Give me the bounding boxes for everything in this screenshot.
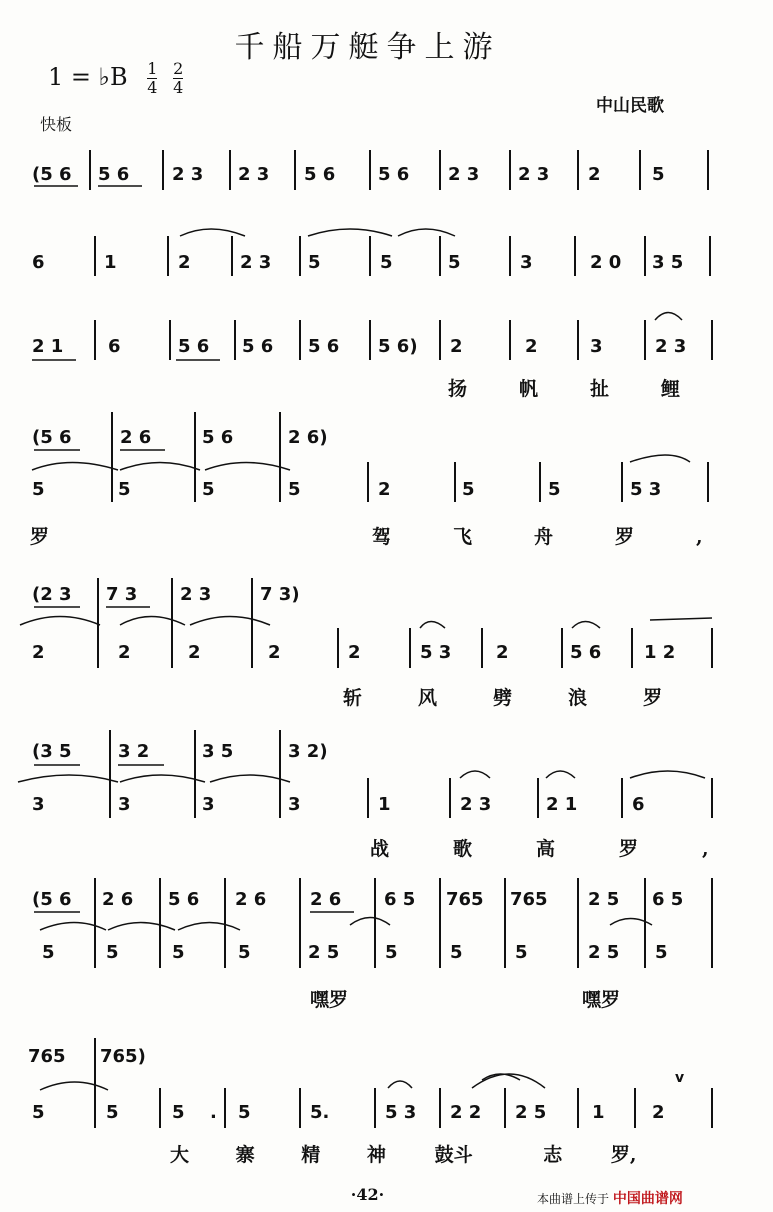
- note: 2 6: [120, 427, 152, 448]
- note: 3 5: [202, 741, 234, 762]
- lyrics-line-4a: 罗: [30, 526, 50, 548]
- note: 5: [450, 942, 463, 963]
- lyrics-line-6: 战歌高罗,: [370, 838, 773, 860]
- note: 5 6: [242, 336, 274, 357]
- footer-credit[interactable]: [537, 1188, 683, 1208]
- system-3: [32, 336, 686, 357]
- note: 5 3: [420, 642, 452, 663]
- key-signature: 1 = ♭B $\frac{1}{4}$ $\frac{2}{4}$: [48, 59, 184, 97]
- note: 3: [520, 252, 533, 273]
- site-logo[interactable]: 中国曲谱网: [612, 1191, 683, 1207]
- note: 5: [106, 1102, 119, 1123]
- note: 5: [288, 479, 301, 500]
- note: 2: [348, 642, 361, 663]
- note: 765: [28, 1046, 66, 1067]
- note: 5: [380, 252, 393, 273]
- note: 2: [32, 642, 45, 663]
- note: 2 2: [450, 1102, 482, 1123]
- note: 2 1: [32, 336, 64, 357]
- note: (3 5: [32, 741, 72, 762]
- note: 1 2: [644, 642, 676, 663]
- note: 5: [118, 479, 131, 500]
- note: 5: [548, 479, 561, 500]
- note: 3 2): [288, 741, 328, 762]
- note: 5 6: [202, 427, 234, 448]
- page-title: 千船万艇争上游: [234, 30, 501, 65]
- lyrics-line-8: 大 寨 精 神 鼓斗 志 罗,: [170, 1144, 637, 1166]
- note: 2: [525, 336, 538, 357]
- lyrics-line-5: 斩风劈浪罗: [343, 687, 719, 709]
- note: 2 3: [655, 336, 687, 357]
- system-2: [32, 252, 683, 273]
- breath-mark: v: [675, 1070, 685, 1086]
- note: (2 3: [32, 584, 72, 605]
- note: 2 1: [546, 794, 578, 815]
- note: 2 6: [310, 889, 342, 910]
- note: 2 0: [590, 252, 622, 273]
- note: 5: [42, 942, 55, 963]
- note: 3: [288, 794, 301, 815]
- lyrics-line-7a: 嘿罗: [310, 989, 349, 1011]
- footer-prefix: 本曲谱上传于: [537, 1192, 610, 1206]
- note: 6: [108, 336, 121, 357]
- note: 2 3: [518, 164, 550, 185]
- note: 5: [106, 942, 119, 963]
- note: 5: [652, 164, 665, 185]
- note: 2 6: [102, 889, 134, 910]
- note: 5 6: [168, 889, 200, 910]
- note: 2: [496, 642, 509, 663]
- note: .: [210, 1102, 217, 1123]
- note: 5: [32, 1102, 45, 1123]
- note: 5: [448, 252, 461, 273]
- note: 6 5: [384, 889, 416, 910]
- note: 5 6: [98, 164, 130, 185]
- note: 2 6: [235, 889, 267, 910]
- note: 1: [592, 1102, 605, 1123]
- note: 5: [32, 479, 45, 500]
- lyrics-line-3: 扬帆扯鲤: [448, 378, 733, 400]
- note: 2: [118, 642, 131, 663]
- note: (5 6: [32, 164, 72, 185]
- note: 765: [510, 889, 548, 910]
- note: 2 5: [588, 889, 620, 910]
- system-6: [32, 741, 645, 815]
- note: 5 6: [378, 164, 410, 185]
- system-8: [28, 1046, 665, 1123]
- note: 2 3: [240, 252, 272, 273]
- note: 5 6: [308, 336, 340, 357]
- note: 5 6: [304, 164, 336, 185]
- note: 7 3): [260, 584, 300, 605]
- note: 3: [118, 794, 131, 815]
- note: 5 6: [178, 336, 210, 357]
- note: 5: [172, 1102, 185, 1123]
- lyrics-line-4b: 驾飞舟罗,: [372, 526, 765, 548]
- note: 2 5: [308, 942, 340, 963]
- note: (5 6: [32, 889, 72, 910]
- note: 5: [655, 942, 668, 963]
- note: 2: [652, 1102, 665, 1123]
- note: 2 3: [238, 164, 270, 185]
- note: 5: [202, 479, 215, 500]
- note: 2: [178, 252, 191, 273]
- note: 5 3: [630, 479, 662, 500]
- note: 2 3: [180, 584, 212, 605]
- note: 2 3: [448, 164, 480, 185]
- note: 2 3: [172, 164, 204, 185]
- note: 2 5: [588, 942, 620, 963]
- note: 2 3: [460, 794, 492, 815]
- note: 3: [202, 794, 215, 815]
- note: 5 6: [570, 642, 602, 663]
- note: 6 5: [652, 889, 684, 910]
- note: 1: [378, 794, 391, 815]
- note: 2: [588, 164, 601, 185]
- time-signature-1-4: $\frac{1}{4}$: [147, 59, 158, 97]
- tempo-marking: 快板: [40, 115, 73, 134]
- note: 5 3: [385, 1102, 417, 1123]
- note: 765: [446, 889, 484, 910]
- page-number: ·42·: [350, 1185, 385, 1204]
- note: 3: [32, 794, 45, 815]
- note: 3 2: [118, 741, 150, 762]
- note: 3 5: [652, 252, 684, 273]
- note: 5.: [310, 1102, 330, 1123]
- note: 3: [590, 336, 603, 357]
- system-4: [32, 427, 661, 500]
- note: 2: [450, 336, 463, 357]
- note: 5: [172, 942, 185, 963]
- note: 5: [515, 942, 528, 963]
- note: 7 3: [106, 584, 138, 605]
- note: 5: [238, 1102, 251, 1123]
- attribution: 中山民歌: [596, 96, 664, 116]
- note: 765): [100, 1046, 146, 1067]
- note: 5: [238, 942, 251, 963]
- note: 5: [308, 252, 321, 273]
- note: 2: [378, 479, 391, 500]
- note: 6: [632, 794, 645, 815]
- system-1: [32, 164, 665, 185]
- note: 2 6): [288, 427, 328, 448]
- note: 2 5: [515, 1102, 547, 1123]
- note: 5: [462, 479, 475, 500]
- note: 5: [385, 942, 398, 963]
- system-7: [32, 889, 683, 963]
- note: 2: [188, 642, 201, 663]
- note: (5 6: [32, 427, 72, 448]
- note: 1: [104, 252, 117, 273]
- time-signature-2-4: $\frac{2}{4}$: [173, 59, 184, 97]
- note: 5 6): [378, 336, 418, 357]
- note: 2: [268, 642, 281, 663]
- lyrics-line-7b: 嘿罗: [582, 989, 621, 1011]
- note: 6: [32, 252, 45, 273]
